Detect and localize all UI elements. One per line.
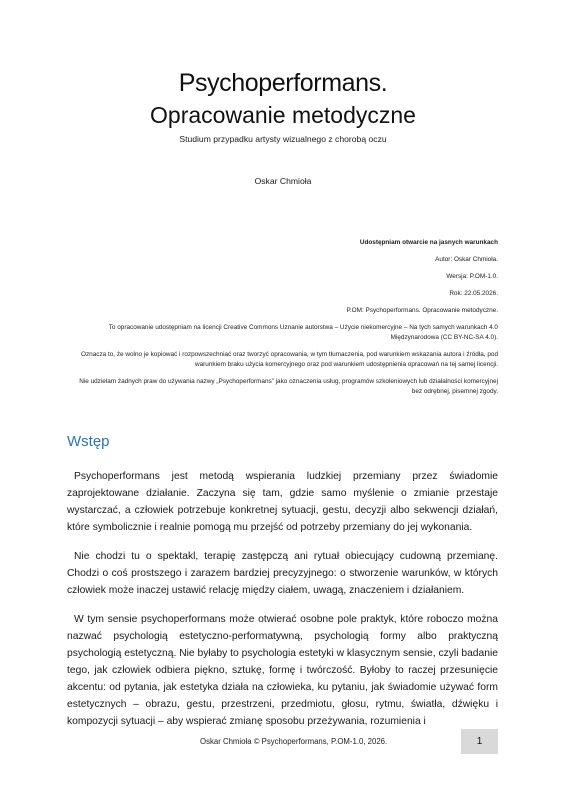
license-reference: P.OM: Psychoperformans. Opracowanie metodyczne. — [346, 307, 498, 314]
document-author: Oskar Chmioła — [254, 176, 312, 186]
body-paragraph: W tym sensie psychoperformans może otwierać osobne pole praktyk, które roboczo można nazwać psychologią estetyczno-performatywną, psychologią formy albo praktyczną psychologią estetyczną. Nie byłaby to psychologia estetyki w klasycznym sensie, czyli badanie tego, jak człowiek odbiera piękno, sztukę, formę i twórczość. Byłoby to raczej przesunięcie akcentu: od pytania, jak estetyka działa na człowieka, ku pytaniu, jak świadomie używać form estetycznych – obrazu, gestu, przestrzeni, przedmiotu, głosu, rytmu, światła, dźwięku i kompozycji sytuacji – aby wspierać zmianę sposobu przeżywania, rozumienia i — [67, 614, 498, 727]
body-paragraph: Nie chodzi tu o spektakl, terapię zastępczą ani rytuał obiecujący cudowną przemianę. Chodzi o coś prostszego i zarazem bardziej precyzyjnego: o stworzenie warunków, w których człowiek może inaczej ustawić relację między ciałem, uwagą, znaczeniem i działaniem. — [67, 551, 498, 596]
section-body — [67, 468, 498, 742]
license-paragraph: Nie udzielam żadnych praw do używania nazwy „Psychoperformans” jako oznaczenia usług, programów szkoleniowych lub działalności komercyjnej bez odrębnej, pisemnej zgody. — [79, 378, 498, 395]
license-paragraph: Oznacza to, że wolno je kopiować i rozpowszechniać oraz tworzyć opracowania, w tym tłumaczenia, pod warunkiem wskazania autora i źródła, pod warunkiem braku użycia komercyjnego oraz pod warunkiem udostępnienia opracowań na tej samej licencji. — [80, 351, 498, 368]
section-heading: Wstęp — [67, 433, 110, 450]
license-paragraph: To opracowanie udostępniam na licencji Creative Commons Uznanie autorstwa – Użycie niekomercyjne – Na tych samych warunkach 4.0 Międzynarodowa (CC BY-NC-SA 4.0). — [108, 324, 498, 341]
document-title-line-2: Opracowanie metodyczne — [150, 102, 416, 128]
page-number: 1 — [461, 729, 498, 754]
body-paragraph: Psychoperformans jest metodą wspierania ludzkiej przemiany przez świadomie zaprojektowane działanie. Zaczyna się tam, gdzie samo myślenie o zmianie przestaje wystarczać, a człowiek potrzebuje konkretnej sytuacji, gestu, decyzji albo sekwencji działań, które symbolicznie i realnie pomogą mu przejść od potrzeby przemiany do jej wykonania. — [67, 471, 498, 533]
license-version: Wersja: P.OM-1.0. — [446, 273, 498, 280]
page-footer: Oskar Chmioła © Psychoperformans, P.OM-1.0, 2026. — [200, 737, 388, 746]
document-subtitle: Studium przypadku artysty wizualnego z chorobą oczu — [179, 134, 387, 144]
document-title: Psychoperformans. — [178, 69, 388, 97]
license-author: Autor: Oskar Chmioła. — [435, 256, 498, 263]
license-heading: Udostępniam otwarcie na jasnych warunkach — [359, 239, 498, 246]
license-year: Rok: 22.05.2026. — [449, 290, 498, 297]
license-block — [70, 238, 498, 404]
